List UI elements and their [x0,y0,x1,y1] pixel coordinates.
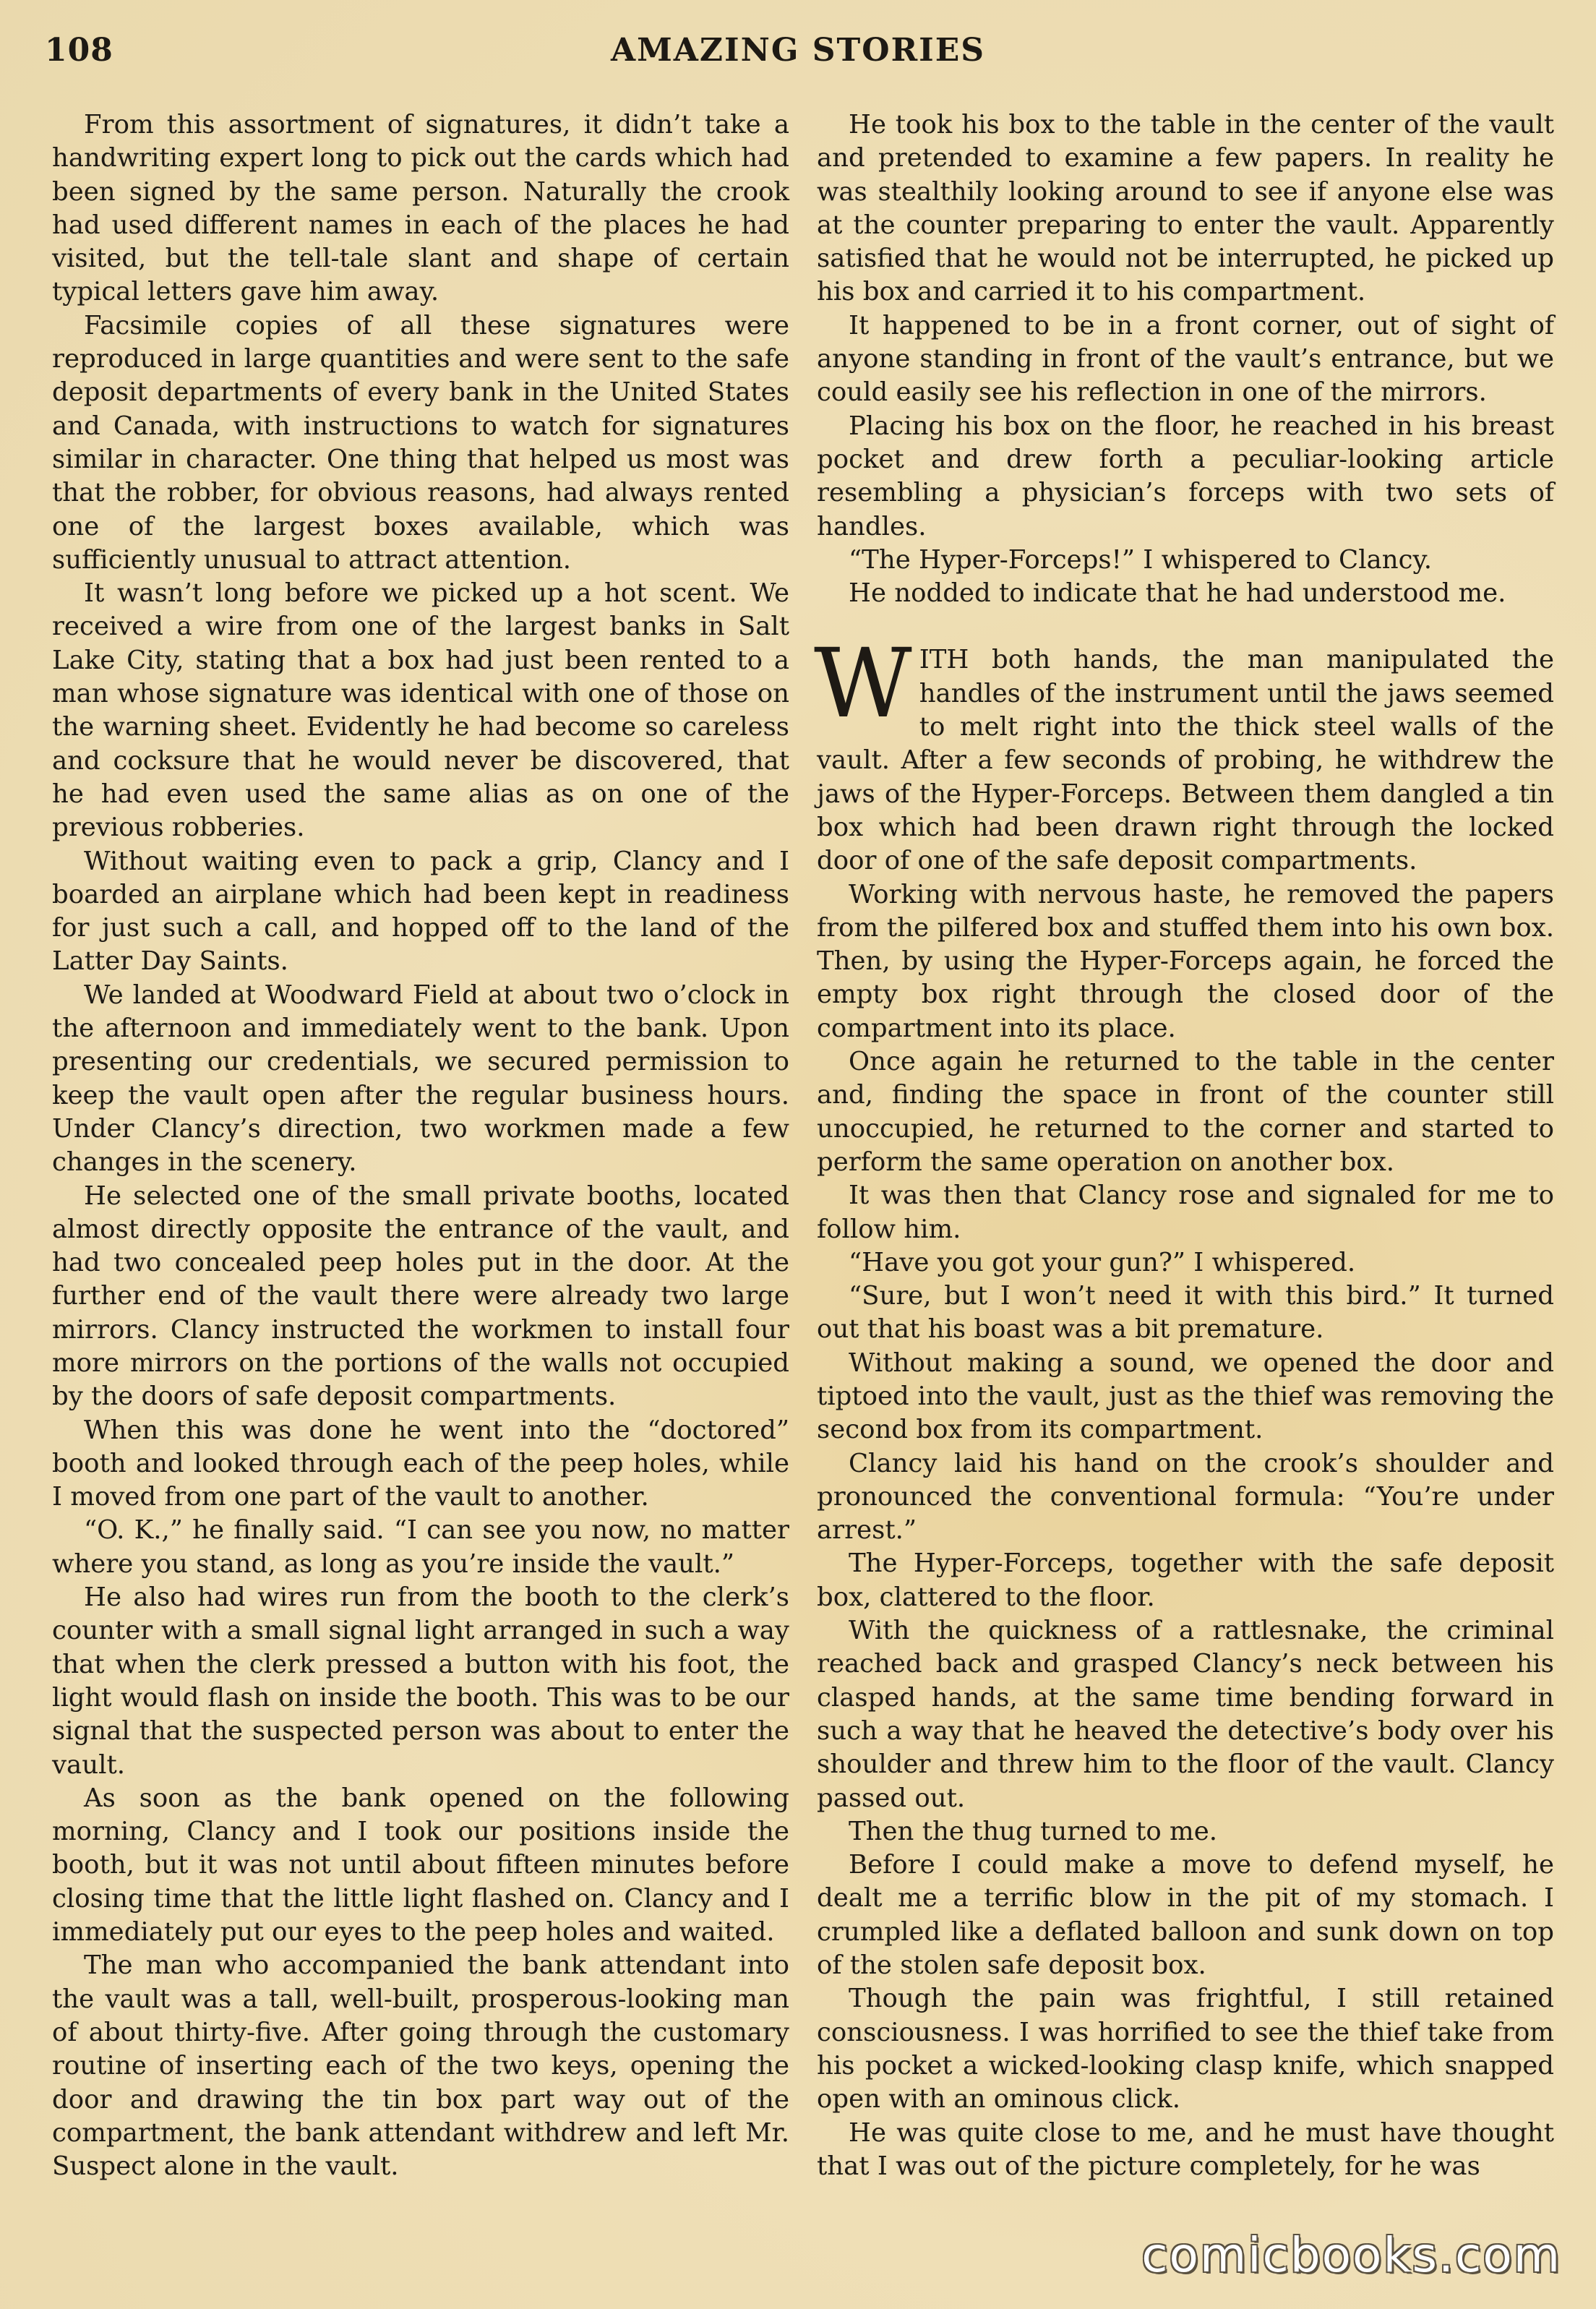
paragraph: It happened to be in a front corner, out of sight of anyone standing in front of the vault’s entrance, but we could easily see his reflection in one of the mirrors. [817,310,1554,408]
paragraph: Then the thug turned to me. [849,1816,1217,1846]
paragraph: The Hyper-Forceps, together with the safe deposit box, clattered to the floor. [817,1548,1554,1612]
paragraph: He also had wires run from the booth to the clerk’s counter with a small signal light arranged in such a way that when the clerk pressed a button with his foot, the light would flash on inside the booth. This was to be our signal that the suspected person was about to enter the vault. [52,1582,789,1780]
paragraph: Without waiting even to pack a grip, Clancy and I boarded an airplane which had been kept in readiness for just such a call, and hopped off to the land of the Latter Day Saints. [52,846,789,977]
paragraph: Without making a sound, we opened the door and tiptoed into the vault, just as the thief was removing the second box from its compartment. [817,1348,1554,1445]
paragraph: Working with nervous haste, he removed the papers from the pilfered box and stuffed them into his own box. Then, by using the Hyper-Forceps again, he forced the empty box right through the closed door of the compartment into its place. [817,879,1554,1043]
paragraph: Clancy laid his hand on the crook’s shoulder and pronounced the conventional formula: “You’re under arrest.” [817,1448,1554,1546]
section-break [817,610,1554,643]
drop-cap-paragraph-text: ITH both hands, the man manipulated the handles of the instrument until the jaws seemed to melt right into the thick steel walls of the vault. After a few seconds of probing, he withdrew the jaws of the Hyper-Forceps. Between them dangled a tin box which had been drawn right through the locked door of one of the safe deposit compartments. [817,645,1554,876]
paragraph: He was quite close to me, and he must have thought that I was out of the picture completely, for he was [817,2117,1554,2181]
paragraph: He selected one of the small private booths, located almost directly opposite the entrance of the vault, and had two concealed peep holes put in the door. At the further end of the vault there were already two large mirrors. Clancy instructed the workmen to install four more mirrors on the portions of the walls not occupied by the doors of safe deposit compartments. [52,1181,789,1412]
paragraph: “O. K.,” he finally said. “I can see you now, no matter where you stand, as long as you’re inside the vault.” [52,1515,789,1579]
drop-cap-initial: W [814,628,912,740]
drop-cap-paragraph [814,628,1554,878]
paragraph: Though the pain was frightful, I still retained consciousness. I was horrified to see the thief take from his pocket a wicked-looking clasp knife, which snapped open with an ominous click. [817,1984,1554,2115]
site-watermark: comicbooks.com [1141,2227,1561,2283]
paragraph: “Sure, but I won’t need it with this bird.” It turned out that his boast was a bit premature. [817,1281,1554,1345]
running-head: AMAZING STORIES [610,32,986,69]
paragraph: “Have you got your gun?” I whispered. [849,1247,1356,1277]
paragraph: As soon as the bank opened on the following morning, Clancy and I took our positions inside the booth, but it was not until about fifteen minutes before closing time that the little light flashed on. Clancy and I immediately put our eyes to the peep holes and waited. [52,1783,789,1948]
left-column [52,108,789,2183]
paragraph: From this assortment of signatures, it didn’t take a handwriting expert long to pick out the cards which had been signed by the same person. Naturally the crook had used different names in each of the places he had visited, but the tell-tale slant and shape of certain typical letters gave him away. [52,110,789,307]
paragraph: He nodded to indicate that he had understood me. [849,578,1506,609]
paragraph: Before I could make a move to defend myself, he dealt me a terrific blow in the pit of my stomach. I crumpled like a deflated balloon and sunk down on top of the stolen safe deposit box. [817,1850,1554,1981]
paragraph: With the quickness of a rattlesnake, the criminal reached back and grasped Clancy’s neck between his clasped hands, at the same time bending forward in such a way that he heaved the detective’s body over his shoulder and threw him to the floor of the vault. Clancy passed out. [817,1616,1554,1813]
paragraph: Placing his box on the floor, he reached in his breast pocket and drew forth a peculiar-looking article resembling a physician’s forceps with two sets of handles. [817,411,1554,541]
paragraph: Once again he returned to the table in the center and, finding the space in front of the counter still unoccupied, he returned to the corner and started to perform the same operation on another box. [817,1047,1554,1177]
paragraph: When this was done he went into the “doctored” booth and looked through each of the peep holes, while I moved from one part of the vault to another. [52,1415,789,1512]
paragraph: He took his box to the table in the center of the vault and pretended to examine a few papers. In reality he was stealthily looking around to see if anyone else was at the counter preparing to enter the vault. Apparently satisfied that he would not be interrupted, he picked up his box and carried it to his compartment. [817,110,1554,307]
page-number: 108 [45,32,113,69]
paragraph: It wasn’t long before we picked up a hot scent. We received a wire from one of the largest banks in Salt Lake City, stating that a box had just been rented to a man whose signature was identical with one of those on the warning sheet. Evidently he had become so careless and cocksure that he would never be discovered, that he had even used the same alias as on one of the previous robberies. [52,578,789,843]
paragraph: We landed at Woodward Field at about two o’clock in the afternoon and immediately went to the bank. Upon presenting our credentials, we secured permission to keep the vault open after the regular business hours. Under Clancy’s direction, two workmen made a few changes in the scenery. [52,980,789,1178]
paragraph: It was then that Clancy rose and signaled for me to follow him. [817,1181,1554,1244]
paragraph: The man who accompanied the bank attendant into the vault was a tall, well-built, prosperous-looking man of about thirty-five. After going through the customary routine of inserting each of the two keys, opening the door and drawing the tin box part way out of the compartment, the bank attendant withdrew and left Mr. Suspect alone in the vault. [52,1950,789,2182]
paragraph: Facsimile copies of all these signatures were reproduced in large quantities and were sent to the safe deposit departments of every bank in the United States and Canada, with instructions to watch for signatures similar in character. One thing that helped us most was that the robber, for obvious reasons, had always rented one of the largest boxes available, which was sufficiently unusual to attract attention. [52,310,789,575]
paragraph: “The Hyper-Forceps!” I whispered to Clancy. [849,544,1433,575]
right-column [814,108,1554,2183]
